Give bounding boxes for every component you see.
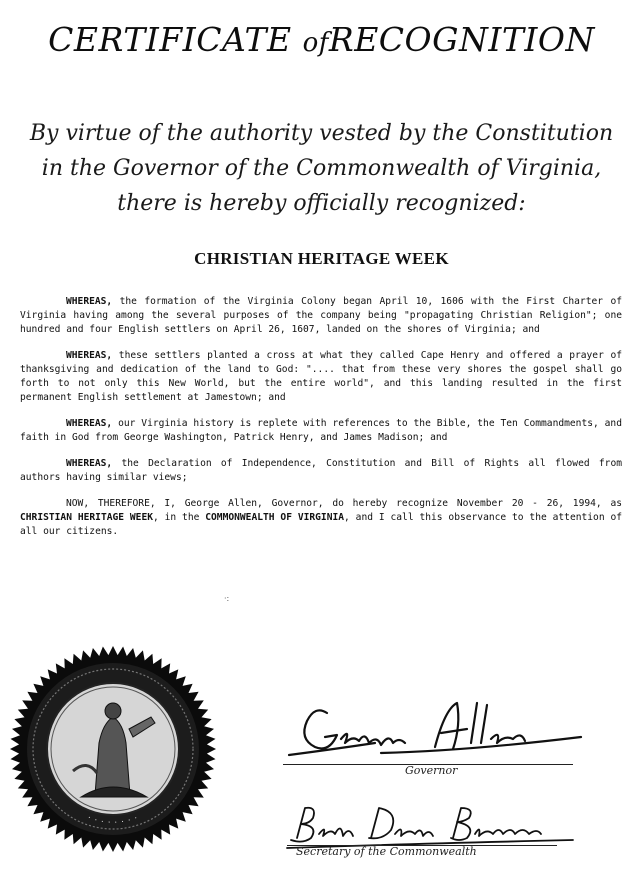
proclamation-paragraph [20, 497, 622, 539]
proclamation-text: George Allen, Governor, do hereby recognize November 20 - 26, 1994, as [175, 498, 623, 509]
proclamation-week: CHRISTIAN HERITAGE WEEK [20, 512, 154, 523]
commonwealth-seal-icon [9, 645, 217, 853]
whereas-lead: WHEREAS, [66, 350, 113, 361]
paragraph-text: these settlers planted a cross at what they called Cape Henry and offered a prayer of thanksgiving and dedication of the land to God: ".... that from these very shores the gospel shall go forth to not only this New World, but the entire world", and this landing resulted in the first permanent English settlement at Jamestown; and [20, 350, 622, 403]
whereas-lead: WHEREAS, [66, 296, 113, 307]
authority-line: there is hereby officially recognized: [117, 191, 526, 216]
authority-line: in the Governor of the Commonwealth of Virginia, [41, 156, 602, 181]
proclamation-commonwealth: COMMONWEALTH OF VIRGINIA [205, 512, 345, 523]
whereas-lead: WHEREAS, [66, 458, 113, 469]
certificate-title [0, 20, 643, 59]
whereas-paragraph [20, 349, 622, 405]
whereas-lead: WHEREAS, [66, 418, 113, 429]
secretary-title: Secretary of the Commonwealth [296, 845, 477, 858]
paragraph-text: the Declaration of Independence, Constitution and Bill of Rights all flowed from authors having similar views; [20, 458, 622, 483]
governor-signature [285, 695, 585, 765]
authority-statement [0, 116, 643, 221]
proclamation-text: , and I call this observance to the attention of all our citizens. [20, 512, 623, 537]
seal-lettering: · · · · · · · · [86, 813, 140, 827]
title-recognition-word: RECOGNITION [328, 20, 595, 59]
title-of-word: of [302, 28, 329, 58]
proclamation-text: , in the [153, 512, 206, 523]
paragraph-text: our Virginia history is replete with references to the Bible, the Ten Commandments, and faith in God from George Washington, Patrick Henry, and James Madison; and [20, 418, 622, 443]
proclamation-lead: NOW, THEREFORE, I, [66, 498, 176, 509]
authority-line: By virtue of the authority vested by the Constitution [29, 121, 614, 146]
whereas-paragraph [20, 295, 622, 337]
governor-title: Governor [405, 764, 458, 777]
paragraph-text: the formation of the Virginia Colony began April 10, 1606 with the First Charter of Virginia having among the several purposes of the company being "propagating Christian Religion"; one hundred and four English settlers on April 26, 1607, landed on the shores of Virginia; and [20, 296, 622, 335]
recognized-subject: CHRISTIAN HERITAGE WEEK [194, 249, 449, 268]
whereas-paragraph [20, 417, 622, 445]
title-certificate-word: CERTIFICATE [48, 20, 292, 59]
proclamation-body [20, 295, 622, 551]
secretary-signature [283, 800, 583, 850]
scan-speck: ·: [224, 594, 230, 603]
whereas-paragraph [20, 457, 622, 485]
